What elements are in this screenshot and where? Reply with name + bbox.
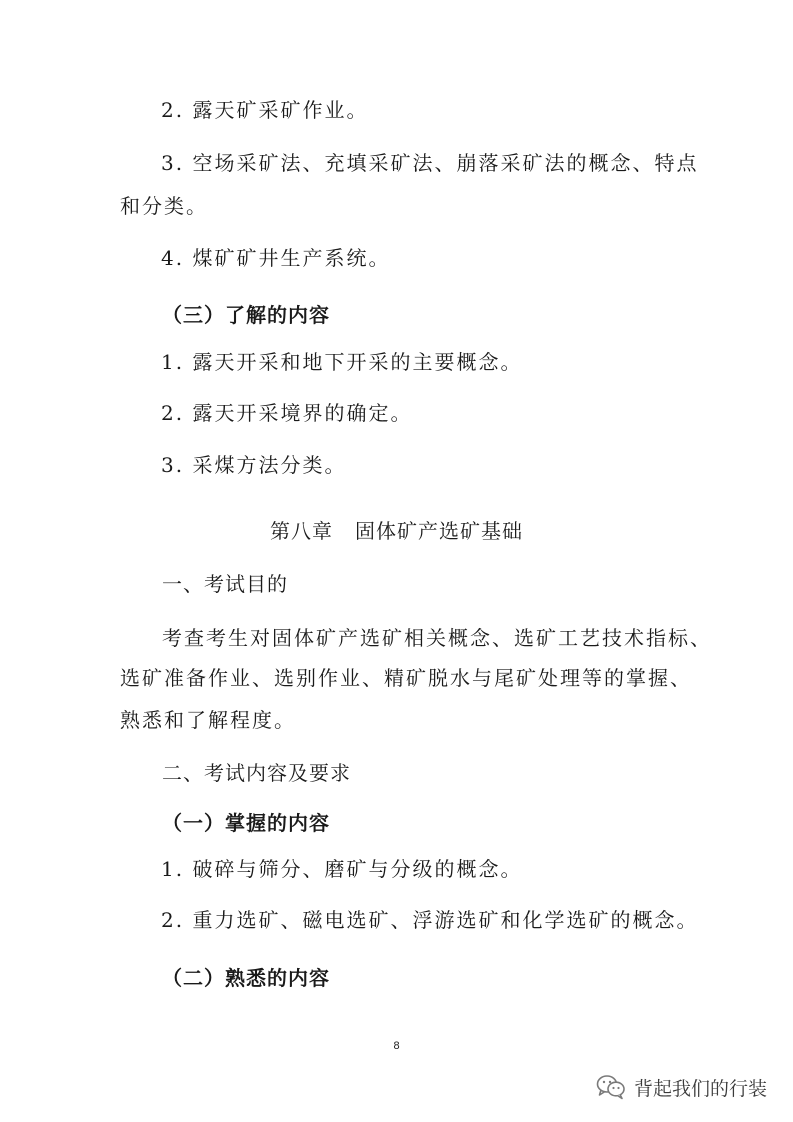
paragraph-line: 熟悉和了解程度。 xyxy=(120,708,296,732)
list-item-continuation: 和分类。 xyxy=(120,194,208,218)
section-heading: 一、考试目的 xyxy=(162,572,288,596)
watermark-text: 背起我们的行装 xyxy=(633,1077,767,1100)
subsection-heading: （二）熟悉的内容 xyxy=(162,966,330,990)
paragraph-line: 考查考生对固体矿产选矿相关概念、选矿工艺技术指标、 xyxy=(162,626,712,650)
list-item: 2. 露天矿采矿作业。 xyxy=(161,98,369,122)
watermark xyxy=(596,1072,767,1102)
subsection-heading: （一）掌握的内容 xyxy=(162,811,330,835)
section-heading: 二、考试内容及要求 xyxy=(162,761,351,785)
list-item: 1. 露天开采和地下开采的主要概念。 xyxy=(161,350,523,374)
list-item: 4. 煤矿矿井生产系统。 xyxy=(161,246,391,270)
list-item: 3. 空场采矿法、充填采矿法、崩落采矿法的概念、特点 xyxy=(161,151,699,175)
list-item: 2. 露天开采境界的确定。 xyxy=(161,401,413,425)
list-item: 1. 破碎与筛分、磨矿与分级的概念。 xyxy=(161,857,523,881)
list-item: 3. 采煤方法分类。 xyxy=(161,453,347,477)
subsection-heading: （三）了解的内容 xyxy=(162,303,330,327)
chapter-title: 第八章 固体矿产选矿基础 xyxy=(269,519,524,543)
wechat-icon xyxy=(596,1074,626,1100)
list-item: 2. 重力选矿、磁电选矿、浮游选矿和化学选矿的概念。 xyxy=(161,908,699,932)
paragraph-line: 选矿准备作业、选别作业、精矿脱水与尾矿处理等的掌握、 xyxy=(120,666,692,690)
page-number: 8 xyxy=(393,1040,400,1052)
